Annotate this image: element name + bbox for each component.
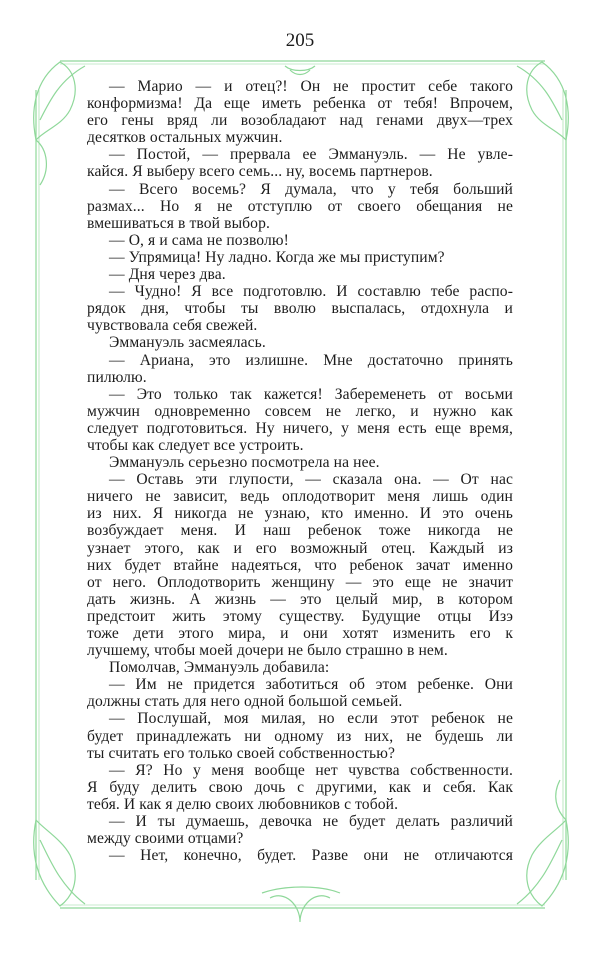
text-line: — Это только так кажется! Забеременеть от восьми: [109, 385, 513, 403]
corner-leaf-ornament-top-right: [517, 62, 568, 140]
text-line: мужчин одновременно совсем не легко, и нужно как: [87, 402, 513, 420]
center-ornament-top: [285, 66, 315, 75]
text-line: чтобы как следует все устроить.: [87, 436, 304, 454]
text-line: из них. Я никогда не узнаю, кто именно. И это очень: [87, 505, 513, 523]
text-line: Я буду делить свою дочь с другими, как и себя. Как: [87, 778, 513, 796]
text-line: — Всего восемь? Я думала, что у тебя больший: [109, 180, 513, 198]
text-line: них будет втайне надеяться, что ребенок зачат именно: [87, 556, 513, 574]
text-line: — Дня через два.: [109, 266, 226, 284]
text-line: — Оставь эти глупости, — сказала она. — От нас: [109, 471, 513, 489]
text-line: — Им не придется заботиться об этом ребенке. Они: [109, 676, 513, 694]
text-line: узнает этого, как и его возможный отец. Каждый из: [87, 539, 513, 557]
text-line: его гены вряд ли возобладают над генами двух—трех: [87, 112, 513, 130]
text-line: дать жизнь. А жизнь — это целый мир, в котором: [87, 590, 513, 608]
corner-leaf-ornament-bottom-left: [34, 820, 85, 906]
text-line: — Марио — и отец?! Он не простит себе такого: [109, 78, 513, 95]
text-line: тебя. И как я делю своих любовников с тобой.: [87, 795, 399, 813]
text-line: возбуждает меня. И наш ребенок тоже никогда не: [87, 522, 513, 540]
text-line: ты считать его только своей собственностью?: [87, 744, 396, 762]
page-number: 205: [285, 30, 315, 51]
text-line: Эммануэль серьезно посмотрела на нее.: [109, 454, 380, 472]
text-line: пилюлю.: [87, 368, 147, 386]
text-line: Помолчав, Эммануэль добавила:: [109, 659, 330, 677]
text-line: ничего не зависит, ведь оплодотворит меня лишь один: [87, 488, 513, 506]
text-line: — О, я и сама не позволю!: [109, 231, 289, 249]
text-line: будет принадлежать ни одному из них, не будешь ли: [87, 727, 513, 745]
book-text-body: [87, 78, 513, 864]
text-line: — Чудно! Я все подготовлю. И составлю тебе распо-: [109, 283, 513, 301]
text-line: кайся. Я выберу всего семь... ну, восемь партнеров.: [87, 163, 433, 181]
corner-leaf-ornament-bottom-right: [517, 780, 568, 906]
text-line: лучшему, чтобы моей дочери не было страшно в нем.: [87, 642, 448, 660]
text-line: тоже дети этого мира, и они хотят изменить его к: [87, 625, 513, 642]
text-line: Эммануэль засмеялась.: [109, 334, 266, 352]
center-ornament-bottom: [262, 887, 340, 922]
text-line: — Упрямица! Ну ладно. Когда же мы приступим?: [109, 248, 445, 266]
corner-leaf-ornament-top-left: [34, 62, 85, 185]
text-line: рядок дня, чтобы ты вволю выспалась, отдохнула и: [87, 300, 513, 318]
text-line: должны стать для него одной большой семьей.: [87, 693, 403, 711]
text-line: — И ты думаешь, девочка не будет делать различий: [109, 813, 513, 831]
text-line: — Постой, — прервала ее Эммануэль. — Не увле-: [109, 146, 513, 164]
text-line: чувствовала себя свежей.: [87, 317, 258, 335]
text-line: конформизма! Да еще иметь ребенка от тебя! Впрочем,: [87, 95, 513, 113]
text-line: — Я? Но у меня вообще нет чувства собственности.: [109, 761, 513, 779]
text-line: размах... Но я не отступлю от своего обещания не: [87, 197, 513, 215]
text-line: предстоит жить этому существу. Будущие отцы Изэ: [87, 607, 513, 625]
text-line: вмешиваться в твой выбор.: [87, 214, 270, 232]
text-line: — Ариана, это излишне. Мне достаточно принять: [109, 351, 513, 369]
text-line: — Послушай, моя милая, но если этот ребенок не: [109, 710, 513, 728]
text-line: — Нет, конечно, будет. Разве они не отличаются: [109, 847, 513, 865]
text-line: между своими отцами?: [87, 830, 244, 848]
text-line: от него. Оплодотворить женщину — это еще не значит: [87, 573, 513, 591]
text-line: следует подготовиться. Ну ничего, у меня есть еще время,: [87, 419, 513, 437]
text-line: десятков остальных мужчин.: [87, 129, 283, 147]
